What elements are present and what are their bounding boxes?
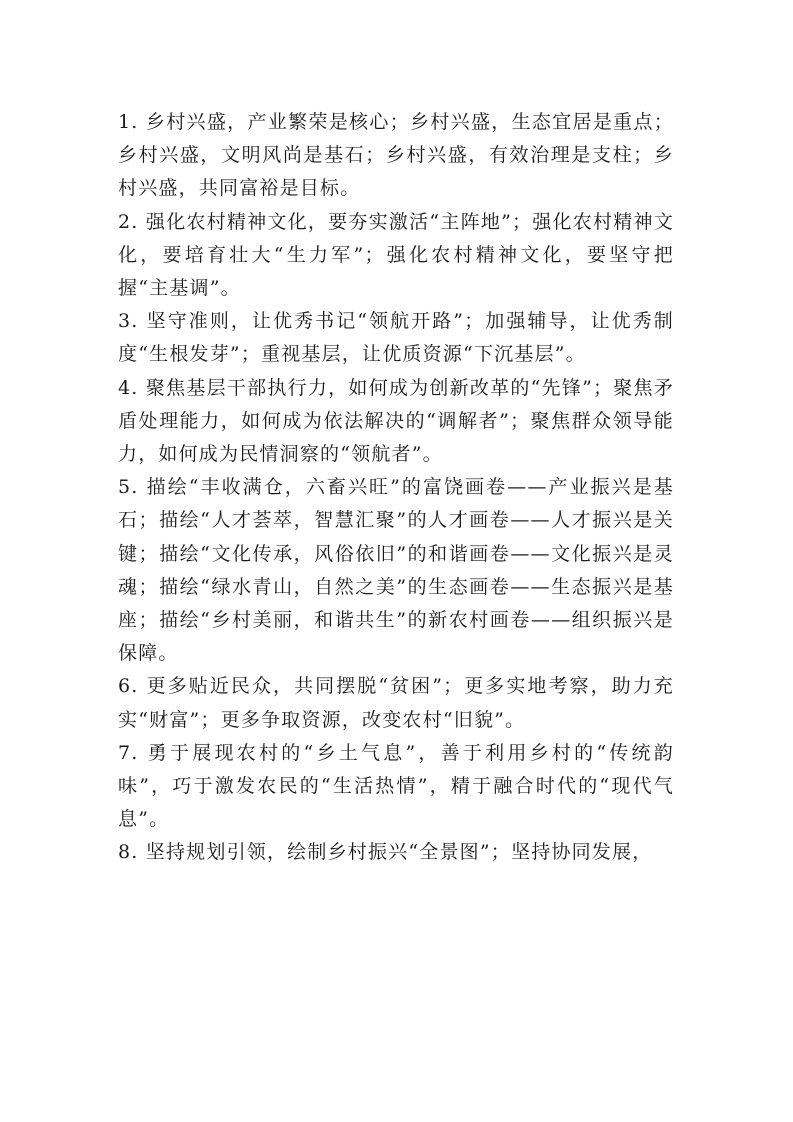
paragraph-3: 3. 坚守准则，让优秀书记“领航开路”；加强辅导，让优秀制度“生根发芽”；重视基层，让优质资源“下沉基层”。 [118,310,674,366]
paragraph-5: 5. 描绘“丰收满仓，六畜兴旺”的富饶画卷——产业振兴是基石；描绘“人才荟萃，智慧汇聚”的人才画卷——人才振兴是关键；描绘“文化传承，风俗依旧”的和谐画卷——文化振兴是灵魂；描绘“绿水青山，自然之美”的生态画卷——生态振兴是基座；描绘“乡村美丽，和谐共生”的新农村画卷——组织振兴是保障。 [118,476,674,665]
paragraph-7: 7. 勇于展现农村的“乡土气息”，善于利用乡村的“传统韵味”，巧于激发农民的“生活热情”，精于融合时代的“现代气息”。 [118,741,674,831]
paragraph-1: 1. 乡村兴盛，产业繁荣是核心；乡村兴盛，生态宜居是重点；乡村兴盛，文明风尚是基石；乡村兴盛，有效治理是支柱；乡村兴盛，共同富裕是目标。 [118,111,674,200]
paragraph-4: 4. 聚焦基层干部执行力，如何成为创新改革的“先锋”；聚焦矛盾处理能力，如何成为依法解决的“调解者”；聚焦群众领导能力，如何成为民情洞察的“领航者”。 [118,376,674,466]
paragraph-8: 8. 坚持规划引领，绘制乡村振兴“全景图”；坚持协同发展， [118,841,653,864]
paragraph-2: 2. 强化农村精神文化，要夯实激活“主阵地”；强化农村精神文化，要培育壮大“生力军”；强化农村精神文化，要坚守把握“主基调”。 [118,210,674,300]
document-body [118,106,674,870]
paragraph-6: 6. 更多贴近民众，共同摆脱“贫困”；更多实地考察，助力充实“财富”；更多争取资源，改变农村“旧貌”。 [118,675,674,731]
